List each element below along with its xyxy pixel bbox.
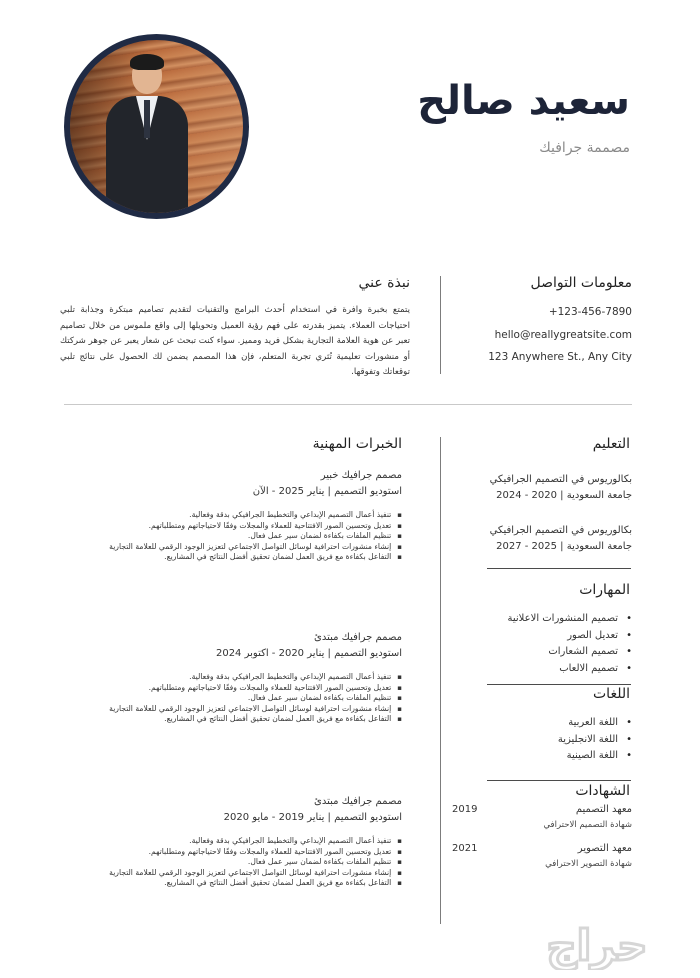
about-title: نبذة عني <box>358 275 410 291</box>
experience-job-title: مصمم جرافيك مبتدئ <box>314 632 402 643</box>
experience-job-title: مصمم جرافيك خبير <box>320 470 402 481</box>
certificate-year: 2021 <box>452 843 478 854</box>
education-details: جامعة السعودية | 2020 - 2024 <box>496 490 632 501</box>
duty-item: ▪ التفاعل بكفاءة مع فريق العمل لضمان تحقيق أفضل النتائج في المشاريع. <box>62 714 402 725</box>
contact-address: 123 Anywhere St., Any City <box>488 351 632 363</box>
languages-list <box>442 717 632 767</box>
duty-item: ▪ إنشاء منشورات احترافية لوسائل التواصل الاجتماعي لتعزيز الوجود الرقمي للعلامة التجارية <box>62 542 402 553</box>
profile-photo-frame <box>64 34 249 219</box>
duty-item: ▪ تنفيذ أعمال التصميم الإبداعي والتخطيط الجرافيكي بدقة وفعالية. <box>62 672 402 683</box>
experience-company-dates: استوديو التصميم | يناير 2020 - اكتوبر 2024 <box>215 648 402 659</box>
languages-title: اللغات <box>593 686 630 702</box>
duty-item: ▪ تنظيم الملفات بكفاءة لضمان سير عمل فعال. <box>62 857 402 868</box>
watermark-text: حراج <box>546 922 648 970</box>
certificate-item <box>452 804 632 838</box>
experience-duties <box>62 510 402 563</box>
about-text: يتمتع بخبرة وافرة في استخدام أحدث البرامج والتقنيات لتقديم تصاميم مبتكرة وجذابة تلبي احتياجات العملاء. يتميز بقدرته على فهم رؤية العميل وتحويلها إلى واقع ملموس من خلال تصاميم تعبر عن هوية العلامة التجارية بشكل فريد ومميز. سواء كنت تبحث عن شعار يعبر عن جوهر شركتك أو منشورات تعليمية تُثري تجربة المتعلم، فإن هذا المصمم يضمن لك الحصول على نتائج تلبي توقعاتك وتفوقها. <box>60 305 410 377</box>
haraj-watermark-logo <box>500 922 695 970</box>
duty-item: ▪ تنظيم الملفات بكفاءة لضمان سير عمل فعال. <box>62 693 402 704</box>
duty-item: ▪ تعديل وتحسين الصور الافتتاحية للعملاء والمجلات وفقًا لاحتياجاتهم ومتطلباتهم. <box>62 847 402 858</box>
skills-divider <box>487 684 631 685</box>
contact-info <box>422 306 632 374</box>
experience-company-dates: استوديو التصميم | يناير 2025 - الآن <box>252 486 402 497</box>
language-item: • اللغة الصينية <box>442 750 632 767</box>
certificate-year: 2019 <box>452 804 478 815</box>
duty-item: ▪ إنشاء منشورات احترافية لوسائل التواصل الاجتماعي لتعزيز الوجود الرقمي للعلامة التجارية <box>62 704 402 715</box>
experience-duties <box>62 836 402 889</box>
languages-divider <box>487 780 631 781</box>
skill-item: • تعديل الصور <box>442 630 632 647</box>
duty-item: ▪ التفاعل بكفاءة مع فريق العمل لضمان تحقيق أفضل النتائج في المشاريع. <box>62 552 402 563</box>
duty-item: ▪ تعديل وتحسين الصور الافتتاحية للعملاء والمجلات وفقًا لاحتياجاتهم ومتطلباتهم. <box>62 683 402 694</box>
duty-item: ▪ التفاعل بكفاءة مع فريق العمل لضمان تحقيق أفضل النتائج في المشاريع. <box>62 878 402 889</box>
candidate-name: سعيد صالح <box>417 78 630 124</box>
education-item <box>442 472 632 504</box>
certificate-item <box>452 843 632 877</box>
profile-photo <box>70 40 243 213</box>
experience-item <box>62 632 402 725</box>
certificate-name: معهد التصميم <box>575 804 632 815</box>
main-column-divider <box>440 437 441 924</box>
certificate-name: معهد التصوير <box>577 843 632 854</box>
duty-item: ▪ إنشاء منشورات احترافية لوسائل التواصل الاجتماعي لتعزيز الوجود الرقمي للعلامة التجارية <box>62 868 402 879</box>
contact-phone: +123-456-7890 <box>548 306 632 318</box>
certificate-desc: شهادة التصوير الاحترافي <box>545 859 632 869</box>
experience-company-dates: استوديو التصميم | يناير 2019 - مايو 2020 <box>223 812 402 823</box>
skill-item: • تصميم الشعارات <box>442 646 632 663</box>
education-details: جامعة السعودية | 2025 - 2027 <box>496 541 632 552</box>
experience-job-title: مصمم جرافيك مبتدئ <box>314 796 402 807</box>
duty-item: ▪ تعديل وتحسين الصور الافتتاحية للعملاء والمجلات وفقًا لاحتياجاتهم ومتطلباتهم. <box>62 521 402 532</box>
education-degree: بكالوريوس في التصميم الجرافيكي <box>489 474 632 485</box>
experience-item <box>62 470 402 563</box>
skill-item: • تصميم الالعاب <box>442 663 632 680</box>
skill-item: • تصميم المنشورات الاعلانية <box>442 613 632 630</box>
skills-list <box>442 613 632 679</box>
duty-item: ▪ تنفيذ أعمال التصميم الإبداعي والتخطيط الجرافيكي بدقة وفعالية. <box>62 836 402 847</box>
section-divider <box>64 404 632 405</box>
language-item: • اللغة العربية <box>442 717 632 734</box>
skills-title: المهارات <box>579 582 630 598</box>
experience-title: الخبرات المهنية <box>312 436 402 452</box>
candidate-job-title: مصممة جرافيك <box>539 140 630 156</box>
certificates-title: الشهادات <box>575 783 630 799</box>
experience-item <box>62 796 402 889</box>
education-item <box>442 523 632 555</box>
language-item: • اللغة الانجليزية <box>442 734 632 751</box>
certificate-desc: شهادة التصميم الاحترافي <box>543 820 632 830</box>
contact-title: معلومات التواصل <box>530 275 632 291</box>
duty-item: ▪ تنظيم الملفات بكفاءة لضمان سير عمل فعال. <box>62 531 402 542</box>
duty-item: ▪ تنفيذ أعمال التصميم الإبداعي والتخطيط الجرافيكي بدقة وفعالية. <box>62 510 402 521</box>
contact-email: hello@reallygreatsite.com <box>494 328 632 341</box>
education-degree: بكالوريوس في التصميم الجرافيكي <box>489 525 632 536</box>
education-title: التعليم <box>592 436 630 452</box>
experience-duties <box>62 672 402 725</box>
education-divider <box>487 568 631 569</box>
